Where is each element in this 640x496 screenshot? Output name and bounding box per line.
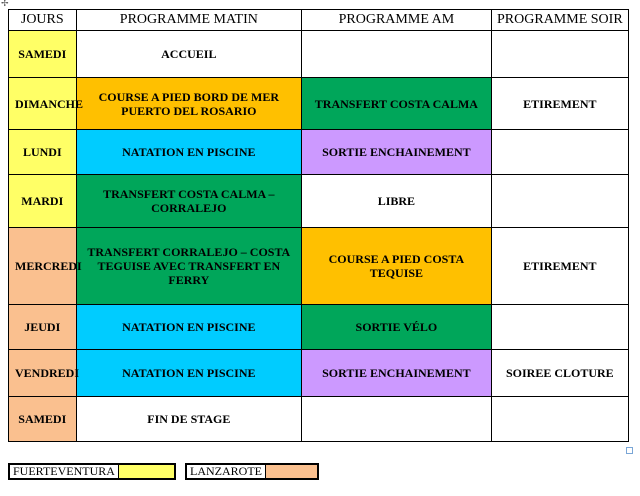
header-jours: JOURS <box>9 10 77 31</box>
table-row <box>9 228 629 305</box>
matin-cell: NATATION EN PISCINE <box>76 350 302 397</box>
resize-handle-icon[interactable] <box>626 447 633 454</box>
am-cell <box>302 397 492 442</box>
soir-cell: ETIREMENT <box>491 78 628 130</box>
table-row <box>9 397 629 442</box>
table-header-row <box>9 10 629 31</box>
soir-cell: SOIREE CLOTURE <box>491 350 628 397</box>
legend-fuerteventura-swatch <box>119 465 174 478</box>
legend-fuerteventura <box>8 463 176 480</box>
day-cell: MARDI <box>9 175 77 228</box>
day-cell: JEUDI <box>9 305 77 350</box>
matin-cell: FIN DE STAGE <box>76 397 302 442</box>
table-row <box>9 175 629 228</box>
legend-fuerteventura-label: FUERTEVENTURA <box>10 465 119 478</box>
soir-cell <box>491 130 628 175</box>
am-cell: COURSE A PIED COSTA TEQUISE <box>302 228 492 305</box>
am-cell: SORTIE VÉLO <box>302 305 492 350</box>
soir-cell <box>491 305 628 350</box>
schedule-table <box>8 9 629 442</box>
matin-cell: TRANSFERT COSTA CALMA – CORRALEJO <box>76 175 302 228</box>
soir-cell <box>491 31 628 78</box>
matin-cell: NATATION EN PISCINE <box>76 130 302 175</box>
day-cell: SAMEDI <box>9 397 77 442</box>
am-cell <box>302 31 492 78</box>
day-cell: DIMANCHE <box>9 78 77 130</box>
matin-cell: ACCUEIL <box>76 31 302 78</box>
header-programme-am: PROGRAMME AM <box>302 10 492 31</box>
soir-cell <box>491 175 628 228</box>
day-cell: VENDREDI <box>9 350 77 397</box>
soir-cell <box>491 397 628 442</box>
matin-cell: NATATION EN PISCINE <box>76 305 302 350</box>
soir-cell: ETIREMENT <box>491 228 628 305</box>
matin-cell: COURSE A PIED BORD DE MER PUERTO DEL ROSARIO <box>76 78 302 130</box>
table-row <box>9 78 629 130</box>
legend-lanzarote-swatch <box>266 465 317 478</box>
move-handle-icon[interactable]: ✢ <box>1 0 9 9</box>
day-cell: LUNDI <box>9 130 77 175</box>
am-cell: TRANSFERT COSTA CALMA <box>302 78 492 130</box>
legend-lanzarote <box>185 463 319 480</box>
am-cell: SORTIE ENCHAINEMENT <box>302 350 492 397</box>
legend-lanzarote-label: LANZAROTE <box>187 465 266 478</box>
day-cell: SAMEDI <box>9 31 77 78</box>
header-programme-matin: PROGRAMME MATIN <box>76 10 302 31</box>
am-cell: SORTIE ENCHAINEMENT <box>302 130 492 175</box>
table-row <box>9 305 629 350</box>
table-row <box>9 130 629 175</box>
header-programme-soir: PROGRAMME SOIR <box>491 10 628 31</box>
am-cell: LIBRE <box>302 175 492 228</box>
matin-cell: TRANSFERT CORRALEJO – COSTA TEGUISE AVEC TRANSFERT EN FERRY <box>76 228 302 305</box>
day-cell: MERCREDI <box>9 228 77 305</box>
table-row <box>9 31 629 78</box>
table-row <box>9 350 629 397</box>
